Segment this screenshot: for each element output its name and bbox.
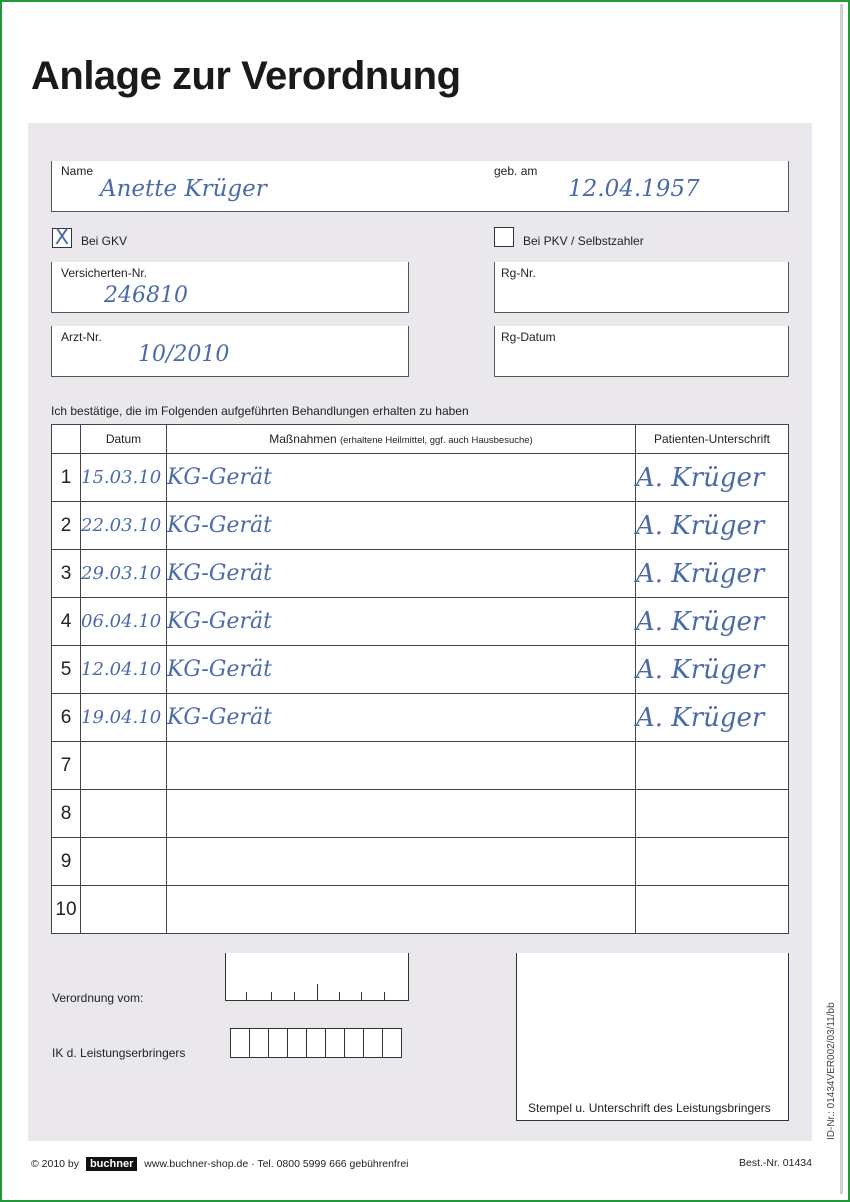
arzt-label: Arzt-Nr. xyxy=(61,330,102,344)
arzt-value: 10/2010 xyxy=(138,342,230,367)
side-id: ID-Nr.: 01434VER002/03/11/bb xyxy=(826,1002,837,1140)
massnahmen-header-title: Maßnahmen xyxy=(269,432,337,446)
row-massnahme[interactable] xyxy=(167,838,636,886)
row-number: 7 xyxy=(52,742,81,790)
gkv-checkbox[interactable] xyxy=(52,225,72,249)
row-date[interactable] xyxy=(81,886,167,934)
pkv-checkbox[interactable] xyxy=(494,227,514,247)
table-row xyxy=(52,742,789,790)
row-number: 4 xyxy=(52,598,81,646)
dob-value: 12.04.1957 xyxy=(568,176,700,202)
row-massnahme[interactable]: KG-Gerät xyxy=(167,598,636,646)
name-label: Name xyxy=(61,164,94,178)
massnahmen-header-note: (erhaltene Heilmittel, ggf. auch Hausbesuche) xyxy=(339,435,533,446)
row-number: 3 xyxy=(52,550,81,598)
confirm-text: Ich bestätige, die im Folgenden aufgeführten Behandlungen erhalten zu haben xyxy=(51,404,469,418)
page-title: Anlage zur Verordnung xyxy=(31,54,461,98)
rgnr-field[interactable] xyxy=(494,262,789,313)
row-date[interactable]: 06.04.10 xyxy=(81,598,167,646)
row-signature[interactable]: A. Krüger xyxy=(636,502,789,550)
row-signature[interactable]: A. Krüger xyxy=(636,694,789,742)
row-date[interactable]: 22.03.10 xyxy=(81,502,167,550)
table-row xyxy=(52,838,789,886)
row-massnahme[interactable] xyxy=(167,886,636,934)
table-row xyxy=(52,790,789,838)
row-massnahme[interactable]: KG-Gerät xyxy=(167,550,636,598)
table-row xyxy=(52,502,789,550)
stamp-label: Stempel u. Unterschrift des Leistungsbringers xyxy=(528,1101,771,1115)
row-date[interactable]: 29.03.10 xyxy=(81,550,167,598)
row-date[interactable] xyxy=(81,742,167,790)
ik-number-field[interactable] xyxy=(231,1028,402,1056)
rgdatum-label: Rg-Datum xyxy=(501,330,556,344)
datum-header: Datum xyxy=(81,425,167,454)
row-massnahme[interactable]: KG-Gerät xyxy=(167,502,636,550)
massnahmen-header xyxy=(167,425,636,454)
ik-label: IK d. Leistungserbringers xyxy=(52,1046,186,1060)
row-massnahme[interactable]: KG-Gerät xyxy=(167,694,636,742)
versicherten-label: Versicherten-Nr. xyxy=(61,266,148,280)
row-date[interactable] xyxy=(81,790,167,838)
row-number: 9 xyxy=(52,838,81,886)
table-row xyxy=(52,646,789,694)
verordnung-date-field[interactable] xyxy=(225,953,409,1001)
pkv-label: Bei PKV / Selbstzahler xyxy=(523,234,644,248)
row-date[interactable] xyxy=(81,838,167,886)
table-row xyxy=(52,598,789,646)
row-massnahme[interactable] xyxy=(167,790,636,838)
treatment-table xyxy=(51,424,789,934)
arzt-field[interactable] xyxy=(51,326,409,377)
gkv-label: Bei GKV xyxy=(81,234,128,248)
stamp-signature-box[interactable] xyxy=(516,953,789,1121)
footer xyxy=(31,1157,409,1171)
dob-label: geb. am xyxy=(494,164,538,178)
gkv-check-mark: X xyxy=(54,225,70,249)
row-number: 2 xyxy=(52,502,81,550)
table-row xyxy=(52,694,789,742)
table-header-row xyxy=(52,425,789,454)
row-number: 5 xyxy=(52,646,81,694)
row-date[interactable]: 15.03.10 xyxy=(81,454,167,502)
buchner-logo: buchner xyxy=(86,1157,137,1171)
row-signature[interactable] xyxy=(636,886,789,934)
footer-copyright: © 2010 by xyxy=(31,1158,80,1170)
row-massnahme[interactable]: KG-Gerät xyxy=(167,646,636,694)
row-massnahme[interactable]: KG-Gerät xyxy=(167,454,636,502)
table-row xyxy=(52,886,789,934)
row-signature[interactable]: A. Krüger xyxy=(636,646,789,694)
row-date[interactable]: 12.04.10 xyxy=(81,646,167,694)
row-signature[interactable]: A. Krüger xyxy=(636,454,789,502)
table-row xyxy=(52,454,789,502)
verordnung-label: Verordnung vom: xyxy=(52,991,144,1005)
num-header xyxy=(52,425,81,454)
versicherten-value: 246810 xyxy=(104,283,188,308)
row-number: 8 xyxy=(52,790,81,838)
row-signature[interactable] xyxy=(636,838,789,886)
unterschrift-header: Patienten-Unterschrift xyxy=(636,425,789,454)
row-date[interactable]: 19.04.10 xyxy=(81,694,167,742)
row-signature[interactable]: A. Krüger xyxy=(636,598,789,646)
table-row xyxy=(52,550,789,598)
row-signature[interactable]: A. Krüger xyxy=(636,550,789,598)
row-signature[interactable] xyxy=(636,742,789,790)
footer-contact: www.buchner-shop.de · Tel. 0800 5999 666 gebührenfrei xyxy=(144,1158,409,1170)
order-number: Best.-Nr. 01434 xyxy=(739,1157,812,1169)
row-number: 10 xyxy=(52,886,81,934)
row-number: 6 xyxy=(52,694,81,742)
rgnr-label: Rg-Nr. xyxy=(501,266,536,280)
name-value: Anette Krüger xyxy=(100,176,267,202)
row-number: 1 xyxy=(52,454,81,502)
row-signature[interactable] xyxy=(636,790,789,838)
row-massnahme[interactable] xyxy=(167,742,636,790)
